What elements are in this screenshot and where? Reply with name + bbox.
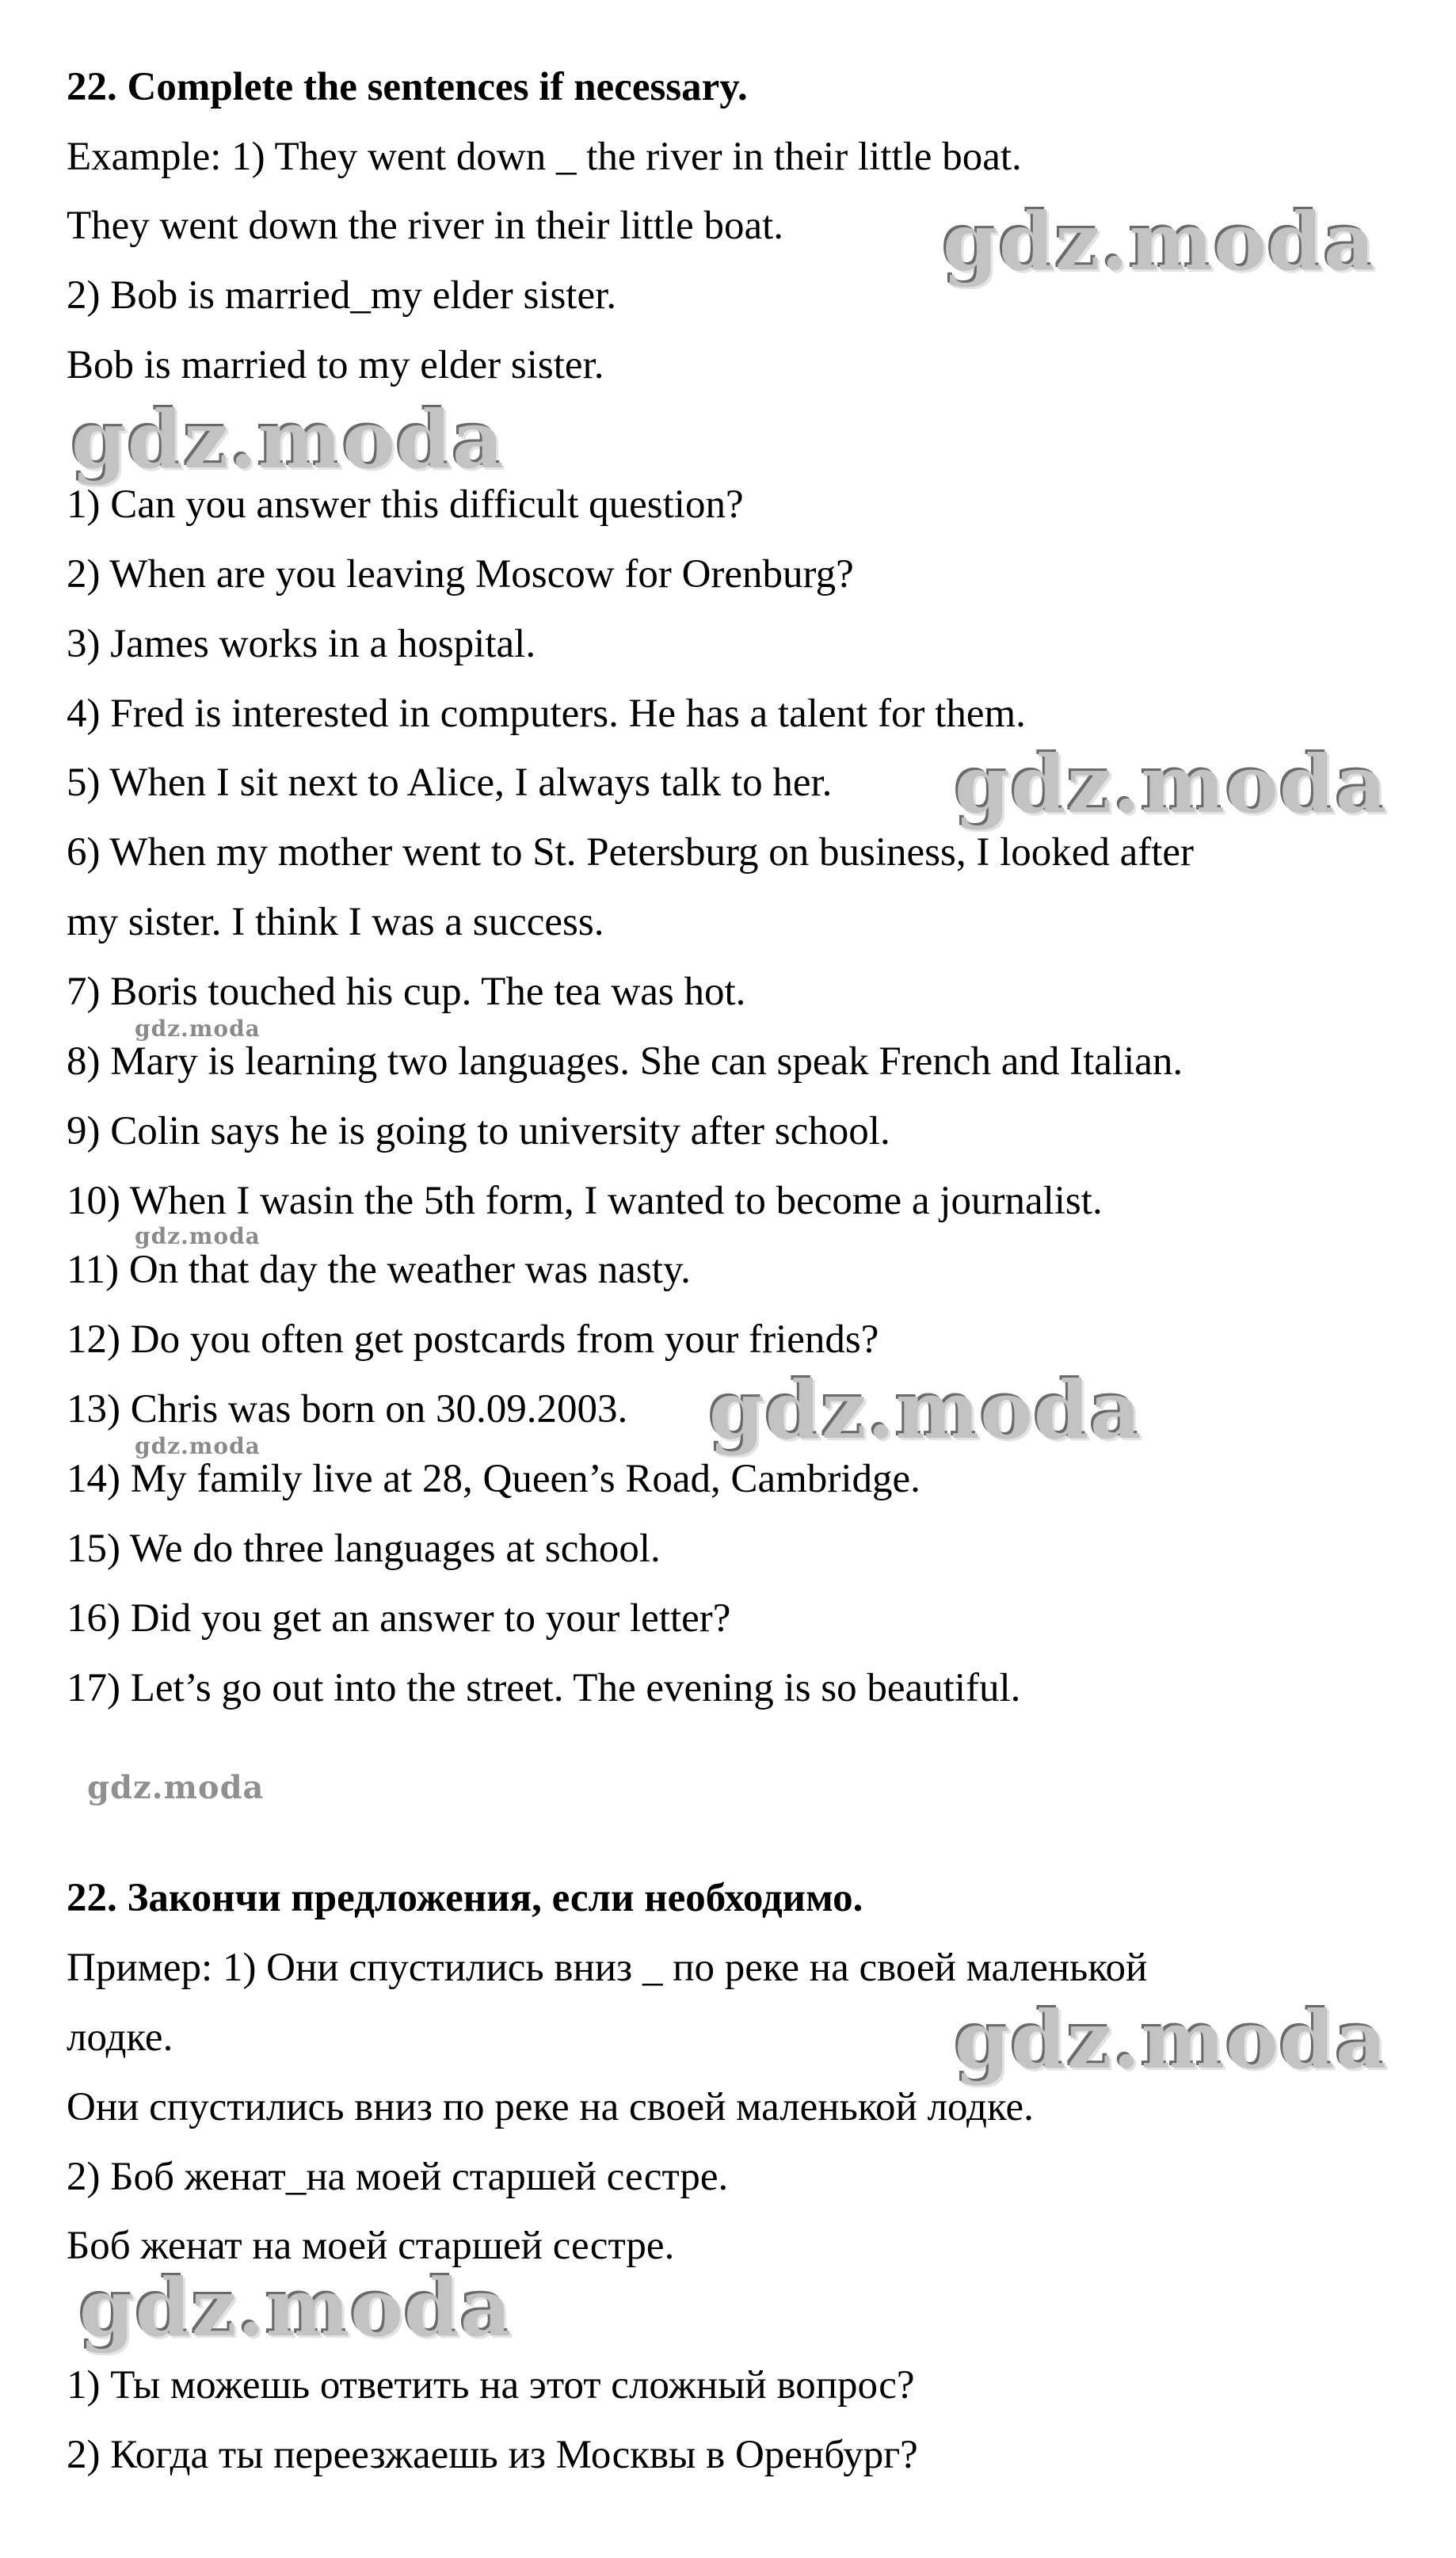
- english-answer-line: 1) Can you answer this difficult question?: [67, 482, 744, 527]
- english-answer-line: 5) When I sit next to Alice, I always talk to her.: [67, 761, 833, 805]
- russian-answer-line: 2) Когда ты переезжаешь из Москвы в Оренбург?: [67, 2433, 918, 2477]
- english-answer-line: 11) On that day the weather was nasty.: [67, 1248, 691, 1292]
- russian-example-line: Пример: 1) Они спустились вниз _ по реке на своей маленькой: [67, 1946, 1148, 1990]
- russian-example-line: лодке.: [67, 2015, 173, 2060]
- russian-example-line: Они спустились вниз по реке на своей маленькой лодке.: [67, 2085, 1034, 2129]
- watermark-logo: gdz.moda: [135, 1016, 261, 1042]
- english-example-line: Bob is married to my elder sister.: [67, 343, 604, 387]
- watermark-logo: gdz.moda: [79, 2261, 513, 2354]
- english-answer-line: my sister. I think I was a success.: [67, 900, 604, 944]
- watermark-logo: gdz.moda: [135, 1433, 261, 1459]
- english-answer-line: 10) When I wasin the 5th form, I wanted to become a journalist.: [67, 1179, 1103, 1223]
- english-answer-line: 2) When are you leaving Moscow for Orenburg?: [67, 552, 854, 597]
- russian-answer-line: 1) Ты можешь ответить на этот сложный вопрос?: [67, 2363, 915, 2407]
- watermark-logo: gdz.moda: [709, 1363, 1142, 1457]
- english-answer-line: 16) Did you get an answer to your letter?: [67, 1596, 731, 1641]
- english-answer-line: 4) Fred is interested in computers. He has a talent for them.: [67, 692, 1026, 736]
- watermark-logo: gdz.moda: [135, 1223, 261, 1249]
- watermark-logo: gdz.moda: [955, 1993, 1388, 2087]
- watermark-logo: gdz.moda: [943, 195, 1376, 288]
- english-answer-line: 13) Chris was born on 30.09.2003.: [67, 1387, 628, 1431]
- english-answer-line: 6) When my mother went to St. Petersburg on business, I looked after: [67, 830, 1195, 875]
- watermark-logo: gdz.moda: [87, 1769, 265, 1806]
- english-answer-line: 7) Boris touched his cup. The tea was hot.: [67, 970, 746, 1014]
- english-example-line: 2) Bob is married_my elder sister.: [67, 273, 617, 318]
- watermark-logo: gdz.moda: [955, 738, 1388, 831]
- english-answer-line: 3) James works in a hospital.: [67, 622, 536, 666]
- english-answer-line: 8) Mary is learning two languages. She can speak French and Italian.: [67, 1039, 1183, 1084]
- english-example-line: They went down the river in their little boat.: [67, 204, 784, 248]
- english-example-line: Example: 1) They went down _ the river in their little boat.: [67, 135, 1022, 179]
- english-heading: 22. Complete the sentences if necessary.: [67, 65, 748, 109]
- english-answer-line: 15) We do three languages at school.: [67, 1527, 661, 1571]
- english-answer-line: 9) Colin says he is going to university after school.: [67, 1109, 890, 1153]
- russian-heading: 22. Закончи предложения, если необходимо.: [67, 1876, 863, 1920]
- english-answer-line: 14) My family live at 28, Queen’s Road, Cambridge.: [67, 1457, 920, 1501]
- watermark-logo: gdz.moda: [71, 393, 505, 486]
- russian-example-line: 2) Боб женат_на моей старшей сестре.: [67, 2155, 729, 2199]
- english-answer-line: 17) Let’s go out into the street. The evening is so beautiful.: [67, 1666, 1021, 1710]
- russian-example-line: Боб женат на моей старшей сестре.: [67, 2224, 675, 2268]
- english-answer-line: 12) Do you often get postcards from your friends?: [67, 1317, 879, 1362]
